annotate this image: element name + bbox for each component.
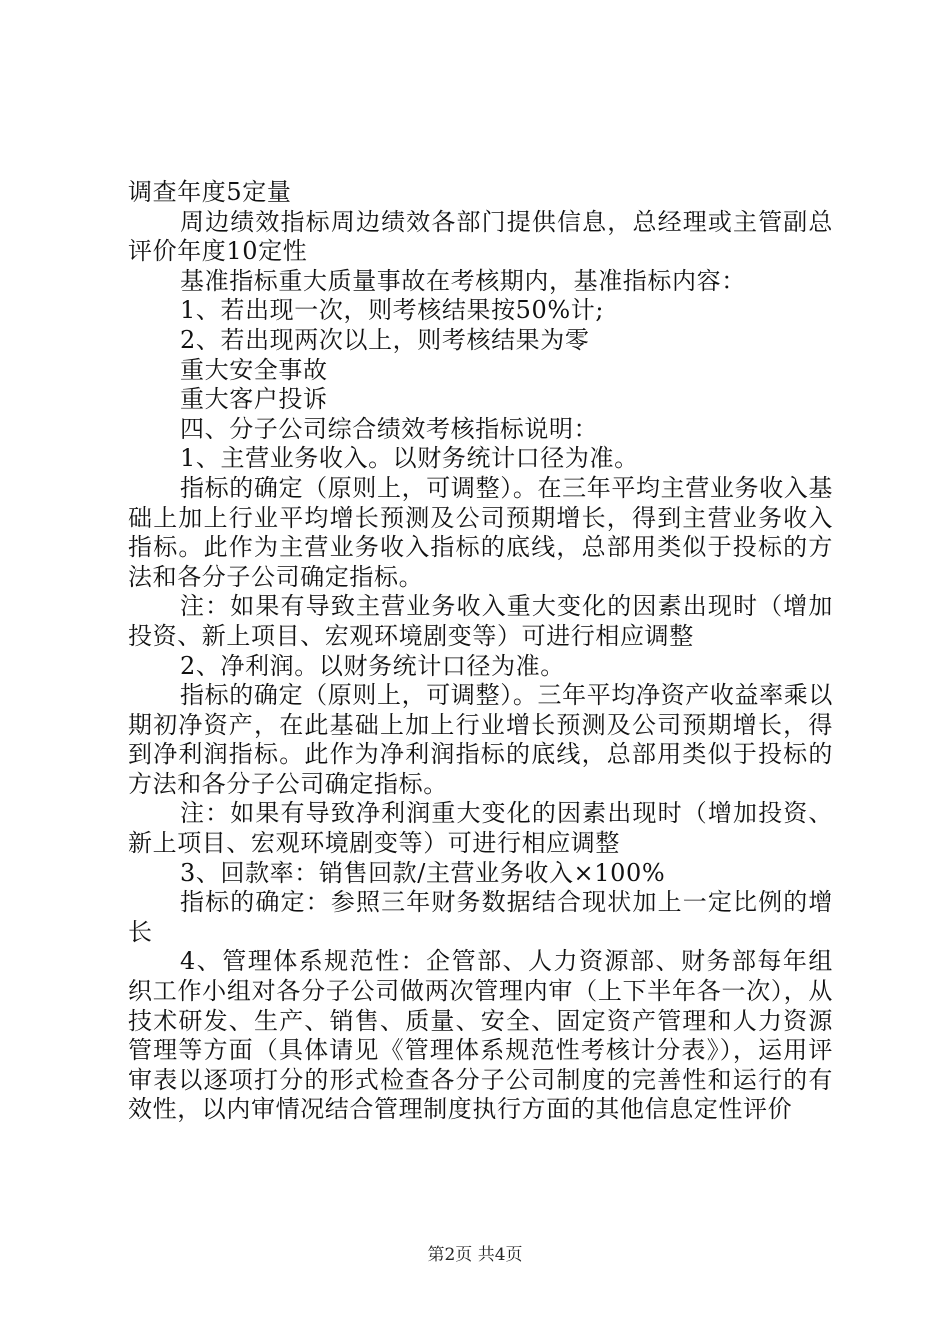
paragraph-6: 重大安全事故	[180, 355, 328, 384]
paragraph-1: 调查年度5定量	[128, 178, 292, 206]
paragraph-10: 指标的确定（原则上，可调整）。在三年平均主营业务收入基础上加上行业平均增长预测及公司预期增长，得到主营业务收入指标。此作为主营业务收入指标的底线，总部用类似于投标的方法和各分子公司确定指标。	[128, 473, 833, 591]
paragraph-9: 1、主营业务收入。以财务统计口径为准。	[180, 444, 639, 473]
page-footer	[0, 1244, 950, 1266]
paragraph-17: 4、管理体系规范性：企管部、人力资源部、财务部每年组织工作小组对各分子公司做两次管理内审（上下半年各一次），从技术研发、生产、销售、质量、安全、固定资产管理和人力资源管理等方面（具体请见《管理体系规范性考核计分表》），运用评审表以逐项打分的形式检查各分子公司制度的完善性和运行的有效性，以内审情况结合管理制度执行方面的其他信息定性评价	[128, 947, 833, 1124]
paragraph-13: 指标的确定（原则上，可调整）。三年平均净资产收益率乘以期初净资产，在此基础上加上行业增长预测及公司预期增长，得到净利润指标。此作为净利润指标的底线，总部用类似于投标的方法和各分子公司确定指标。	[128, 681, 833, 798]
paragraph-12: 2、净利润。以财务统计口径为准。	[180, 651, 565, 680]
paragraph-4: 1、若出现一次，则考核结果按50%计;	[180, 296, 605, 325]
paragraph-5: 2、若出现两次以上，则考核结果为零	[180, 325, 590, 354]
paragraph-14: 注：如果有导致净利润重大变化的因素出现时（增加投资、新上项目、宏观环境剧变等）可进行相应调整	[128, 799, 833, 858]
section-heading: 四、分子公司综合绩效考核指标说明：	[180, 414, 599, 443]
paragraph-15: 3、回款率：销售回款/主营业务收入×100%	[180, 858, 666, 887]
paragraph-7: 重大客户投诉	[180, 385, 328, 414]
document-body	[128, 178, 833, 1125]
paragraph-16: 指标的确定：参照三年财务数据结合现状加上一定比例的增长	[128, 888, 833, 946]
page-number-label: 第2页 共4页	[427, 1245, 523, 1265]
paragraph-11: 注：如果有导致主营业务收入重大变化的因素出现时（增加投资、新上项目、宏观环境剧变等）可进行相应调整	[128, 592, 833, 650]
paragraph-3: 基准指标重大质量事故在考核期内，基准指标内容：	[180, 266, 746, 295]
paragraph-2: 周边绩效指标周边绩效各部门提供信息，总经理或主管副总评价年度10定性	[128, 207, 833, 266]
